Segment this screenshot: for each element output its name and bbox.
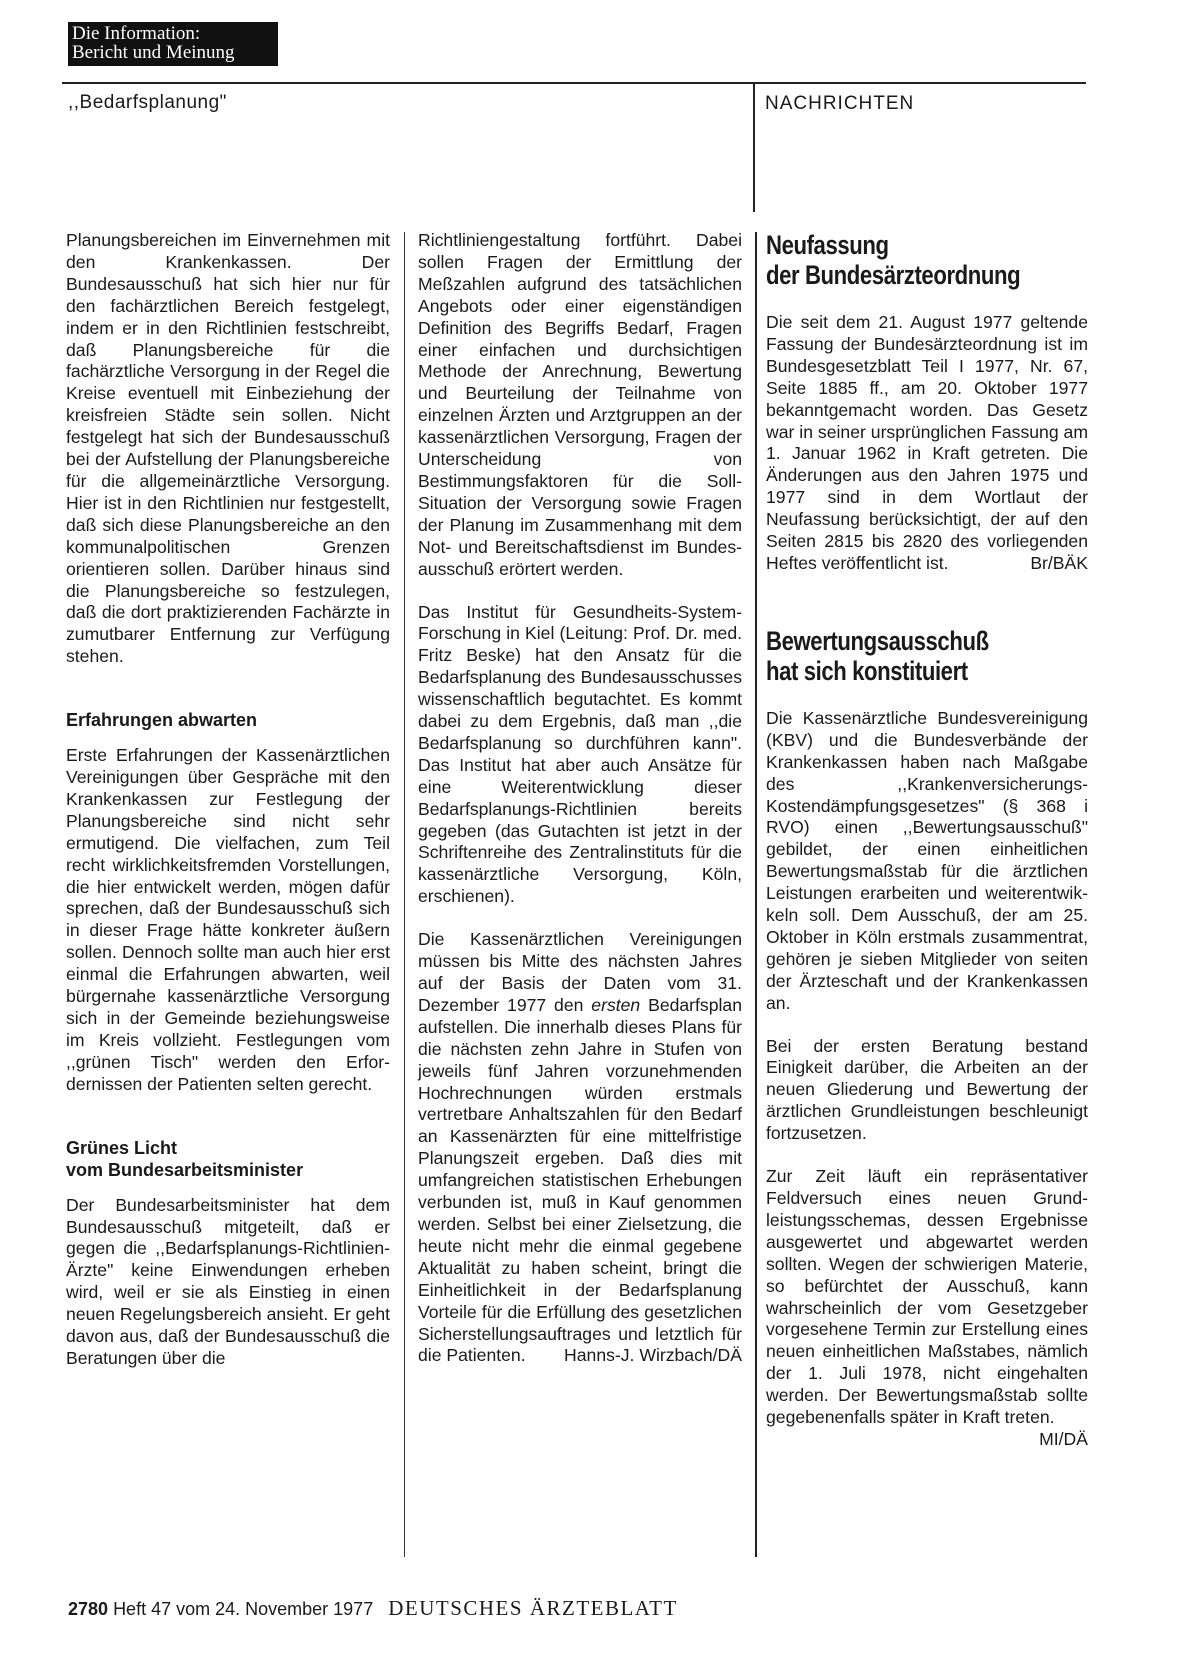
paragraph (766, 312, 1088, 575)
author-signature: MI/DÄ (1039, 1428, 1088, 1449)
badge-line-2: Bericht und Meinung (72, 42, 235, 63)
page-footer (68, 1596, 678, 1621)
page-number: 2780 (68, 1599, 109, 1619)
text-run: Die Kassenärztlichen Vereinigungen müssen bis Mitte des nächsten Jahres auf der Basis der Daten vom 31. Dezember 1977 den (418, 929, 742, 1015)
headline-line: Neufassung (766, 230, 889, 260)
text-run: Bedarfsplan aufstellen. Die innerhalb dieses Plans für die nächsten zehn Jahre in Stufen von jeweils fünf Jahren vorzunehmenden Hochrechnungen würden erstmals vertretbare Anhaltszahlen für den Bedarf an Kassenärzten für eine mittelfristige Planungszeit ergeben. Daß dies mit umfangreichen statistischen Erhebungen verbunden ist, muß in Kauf genommen werden. Selbst bei einer Zielsetzung, die heute nicht mehr die einmal gegebene Aktualität zu haben scheint, bringt die Einheitlichkeit in der Bedarfsplanung Vorteile für die Erfüllung des gesetzlichen Sicherstellungsauftrages und letztlich für die Patienten. (418, 994, 742, 1366)
headline-line: der Bundesärzteordnung (766, 260, 1021, 290)
headline-line: Bewertungsausschuß (766, 625, 989, 656)
paragraph: Bei der ersten Beratung bestand Einigkeit darüber, die Arbeiten an der neuen Gliederung und Bewertung der ärztlichen Grundleistungen beschleunigt fortzusetzen. (766, 1035, 1088, 1144)
headline-line: hat sich konstituiert (766, 655, 968, 686)
paragraph (418, 929, 742, 1367)
subheading-line: Grünes Licht (66, 1137, 178, 1158)
section-title-right: NACHRICHTEN (765, 93, 915, 114)
paragraph: Der Bundesarbeitsminister hat dem Bundesausschuß mitgeteilt, daß er gegen die ,,Bedarfsplanungs-Richtlinien-Ärzte" keine Einwendungen erheben wird, weil er sie als Einstieg in einen neuen Regelungsbereich ansieht. Er geht davon aus, daß der Bundesausschuß die Beratungen über die (66, 1194, 390, 1368)
subheading-line: vom Bundesarbeitsminister (66, 1159, 304, 1180)
author-signature: Hanns-J. Wirzbach/DÄ (564, 1345, 742, 1366)
headline-neufassung (766, 230, 1094, 290)
subheading-erfahrungen: Erfahrungen abwarten (66, 710, 258, 731)
column-divider-1 (404, 232, 405, 1557)
author-signature: Br/BÄK (1030, 552, 1088, 573)
text-run: Zur Zeit läuft ein repräsentativer Feldversuch eines neuen Grundleistungsschemas, dessen Ergebnisse ausgewertet und abgewartet werden sollten. Wegen der schwierigen Materie, so befürchtet der Ausschuß, kann wahrscheinlich der vom Gesetzgeber vorgesehene Termin zur Erstellung eines neuen einheitlichen Maßstabes, nämlich der 1. Juli 1978, nicht eingehalten werden. Der Bewertungsmaßstab sollte gegebenenfalls später in Kraft treten. (766, 1166, 1088, 1428)
badge-line-1: Die Information: (72, 23, 201, 44)
article-column-2 (418, 230, 742, 1388)
text-run: Die seit dem 21. August 1977 geltende Fassung der Bundesärzteordnung ist im Bundesgesetzblatt Teil I 1977, Nr. 67, Seite 1885 ff., am 20. Oktober 1977 bekanntgemacht worden. Das Gesetz war in seiner ursprünglichen Fassung am 1. Januar 1962 in Kraft getreten. Die Änderungen aus den Jahren 1975 und 1977 sind in dem Wortlaut der Neufassung berücksichtigt, der auf den Seiten 2815 bis 2820 des vorliegenden Heftes veröffentlicht ist. (766, 312, 1088, 573)
emphasis: ersten (591, 994, 641, 1015)
paragraph: Richtliniengestaltung fortführt. Dabei sollen Fragen der Ermittlung der Meßzahlen aufgrund des tatsächlichen Angebots oder einer eigenständigen Definition des Begriffs Bedarf, Fragen einer einfachen und durchsichtigen Methode der Anrechnung, Bewertung und Beurteilung der Teilnahme von einzelnen Ärzten und Arztgruppen an der kassenärztlichen Versorgung, Fragen der Unterscheidung von Bestimmungsfaktoren für die Soll-Situation der Versorgung sowie Fragen der Planung im Zusammenhang mit dem Not- und Bereitschaftsdienst im Bundesausschuß erörtert werden. (418, 230, 742, 579)
journal-name: DEUTSCHES ÄRZTEBLATT (388, 1596, 678, 1620)
headline-bewertungsausschuss (766, 626, 1094, 686)
paragraph (766, 1166, 1088, 1449)
paragraph: Die Kassenärztliche Bundesvereinigung (KBV) und die Bundesverbände der Krankenkassen haben nach Maßgabe des ,,Krankenversicherungs-Kostendämpfungsgesetzes" (§ 368 i RVO) einen ,,Bewertungsausschuß" gebildet, der einen einheitlichen Bewertungsmaßstab für die ärztlichen Leistungen erarbeiten und weiterentwikkeln soll. Dem Ausschuß, der am 25. Oktober in Köln erstmals zusammentrat, gehören je sieben Mitglieder von seiten der Ärzteschaft und der Krankenkassen an. (766, 707, 1088, 1013)
article-column-3 (766, 230, 1088, 1451)
section-title-left: ,,Bedarfsplanung" (68, 92, 227, 113)
paragraph: Das Institut für Gesundheits-System-Forschung in Kiel (Leitung: Prof. Dr. med. Fritz Beske) hat den Ansatz für die Bedarfsplanung des Bundesausschusses wissenschaftlich begutachtet. Es kommt dabei zu dem Ergebnis, daß man ,,die Bedarfsplanung so durchführen kann". Das Institut hat aber auch Ansätze für eine Weiterentwicklung dieser Bedarfsplanungs-Richtlinien bereits gegeben (das Gutachten ist jetzt in der Schriftenreihe des Zentralinstituts für die kassenärztliche Versorgung, Köln, erschienen). (418, 601, 742, 907)
header-divider (753, 82, 755, 212)
issue-info: Heft 47 vom 24. November 1977 (113, 1599, 374, 1619)
paragraph: Erste Erfahrungen der Kassenärztlichen Vereinigungen über Gespräche mit den Krankenkassen zur Festlegung der Planungsbereiche sind nicht sehr ermutigend. Die vielfachen, zum Teil recht wirklichkeitsfremden Vorstellungen, die hier entwickelt werden, mögen dafür sprechen, daß der Bundesausschuß sich in dieser Frage hätte konkreter äußern sollen. Dennoch sollte man auch hier erst einmal die Erfahrungen abwarten, weil bürgernahe kassenärztliche Versorgung sich in der Gemeinde beziehungsweise im Kreis vollzieht. Festlegungen vom ,,grünen Tisch" werden den Erfordernissen der Patienten selten gerecht. (66, 745, 390, 1094)
paragraph: Planungsbereichen im Einvernehmen mit den Krankenkassen. Der Bundesausschuß hat sich hier nur für den fachärztlichen Bereich festgelegt, indem er in den Richtlinien festschreibt, daß Planungsbereiche für die fachärztliche Versorgung in der Regel die Kreise eventuell mit Einbeziehung der kreisfreien Städte sein sollen. Nicht festgelegt hat sich der Bundesausschuß bei der Aufstellung der Planungsbereiche für die allgemeinärztliche Versorgung. Hier ist in den Richtlinien nur festgestellt, daß sich diese Planungsbereiche an den kommunalpolitischen Grenzen orientieren sollen. Darüber hinaus sind die Planungsbereiche so festzulegen, daß die dort praktizierenden Fachärzte in zumutbarer Entfernung zur Verfügung stehen. (66, 230, 390, 667)
subheading-gruenes-licht (66, 1137, 390, 1181)
column-divider-2 (755, 232, 757, 1557)
article-column-1 (66, 230, 390, 1391)
section-badge (68, 22, 278, 66)
header-rule (62, 82, 1086, 84)
